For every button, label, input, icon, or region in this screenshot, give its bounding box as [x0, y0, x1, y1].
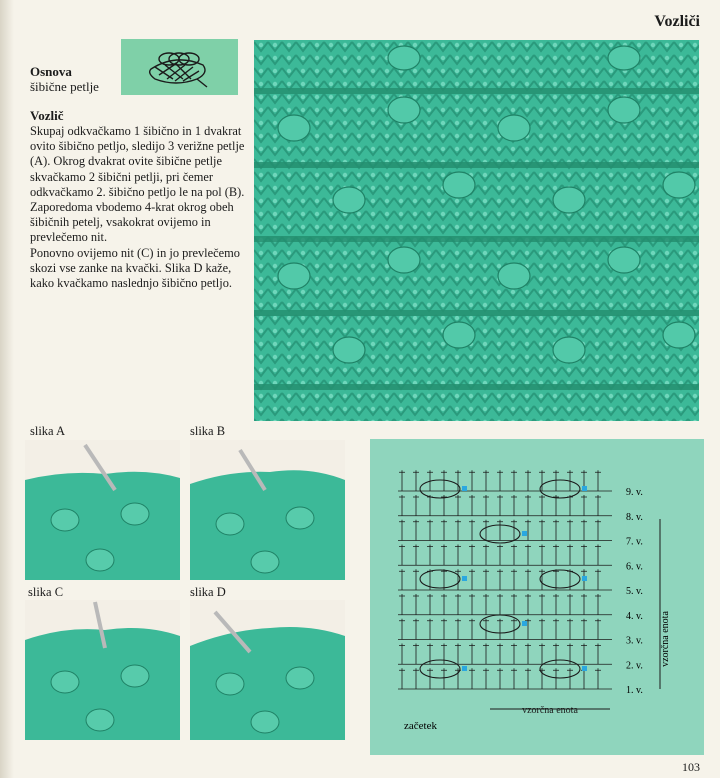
- stitch-symbol: [539, 644, 545, 665]
- stitch-symbol: [497, 470, 503, 491]
- crochet-step-image: [25, 600, 180, 740]
- stitch-symbol: [539, 668, 545, 689]
- stitch-symbol: [413, 594, 419, 615]
- osnova-text: šibične petlje: [30, 79, 99, 94]
- bobble-cluster: [420, 660, 460, 678]
- stitch-symbol: [553, 668, 559, 689]
- stitch-symbol: [595, 619, 601, 640]
- stitch-symbol: [441, 594, 447, 615]
- stitch-symbol: [469, 594, 475, 615]
- stitch-symbol: [567, 520, 573, 541]
- stitch-symbol: [427, 495, 433, 516]
- stitch-symbol: [511, 569, 517, 590]
- bobble-cluster: [540, 660, 580, 678]
- stitch-symbol: [483, 668, 489, 689]
- stitch-symbol: [497, 668, 503, 689]
- horizontal-unit-label: vzorčna enota: [522, 705, 578, 716]
- stitch-symbol: [455, 594, 461, 615]
- stitch-symbol: [581, 594, 587, 615]
- crochet-step-image: [190, 600, 345, 740]
- stitch-symbol: [469, 668, 475, 689]
- stitch-symbol: [525, 569, 531, 590]
- stitch-symbol: [469, 619, 475, 640]
- stitch-symbol: [427, 520, 433, 541]
- stitch-symbol: [399, 470, 405, 491]
- row-label: 2. v.: [626, 660, 643, 672]
- figure-photo-b: [190, 440, 345, 580]
- stitch-symbol: [595, 594, 601, 615]
- stitch-symbol: [539, 520, 545, 541]
- stitch-symbol: [455, 668, 461, 689]
- stitch-symbol: [441, 619, 447, 640]
- stitch-symbol: [483, 470, 489, 491]
- row-label: 7. v.: [626, 536, 643, 548]
- stitch-symbol: [595, 545, 601, 566]
- stitch-symbol: [455, 520, 461, 541]
- stitch-symbol: [413, 668, 419, 689]
- crochet-fabric-image: [254, 40, 699, 421]
- stitch-symbol: [497, 619, 503, 640]
- figure-photo-c: [25, 600, 180, 740]
- stitch-symbol: [567, 495, 573, 516]
- stitch-symbol: [581, 619, 587, 640]
- stitch-symbol: [581, 644, 587, 665]
- stitch-symbol: [399, 619, 405, 640]
- stitch-symbol: [413, 545, 419, 566]
- stitch-symbol: [539, 545, 545, 566]
- stitch-symbol: [441, 520, 447, 541]
- stitch-symbol: [581, 495, 587, 516]
- stitch-symbol: [511, 545, 517, 566]
- stitch-symbol: [413, 619, 419, 640]
- stitch-symbol: [483, 569, 489, 590]
- stitch-chart: [370, 439, 704, 755]
- bobble-stitch-symbol: [121, 39, 238, 95]
- stitch-symbol: [399, 668, 405, 689]
- stitch-symbol: [525, 594, 531, 615]
- stitch-symbol: [567, 594, 573, 615]
- stitch-symbol: [581, 545, 587, 566]
- stitch-symbol: [469, 644, 475, 665]
- stitch-symbol: [483, 495, 489, 516]
- stitch-symbol: [483, 520, 489, 541]
- row-label: 5. v.: [626, 586, 643, 597]
- stitch-symbol: [553, 520, 559, 541]
- stitch-symbol: [469, 470, 475, 491]
- bobble-cluster: [420, 480, 460, 498]
- stitch-symbol: [455, 495, 461, 516]
- stitch-symbol: [511, 470, 517, 491]
- crochet-step-image: [25, 440, 180, 580]
- stitch-symbol: [539, 594, 545, 615]
- page-binding-shadow: [0, 0, 14, 778]
- stitch-symbol: [497, 644, 503, 665]
- stitch-symbol: [511, 668, 517, 689]
- start-marker: [522, 531, 527, 536]
- stitch-symbol: [469, 495, 475, 516]
- stitch-symbol: [413, 569, 419, 590]
- stitch-symbol: [553, 619, 559, 640]
- vertical-unit-label: vzorčna enota: [660, 611, 671, 667]
- stitch-symbol: [497, 594, 503, 615]
- stitch-symbol: [553, 545, 559, 566]
- stitch-symbol: [427, 545, 433, 566]
- start-marker: [462, 486, 467, 491]
- stitch-symbol: [539, 495, 545, 516]
- figure-photo-d: [190, 600, 345, 740]
- stitch-symbol: [525, 470, 531, 491]
- row-label: 6. v.: [626, 561, 643, 573]
- start-marker: [462, 576, 467, 581]
- stitch-symbol: [413, 495, 419, 516]
- stitch-symbol: [469, 569, 475, 590]
- start-label: začetek: [404, 720, 437, 732]
- stitch-symbol: [595, 470, 601, 491]
- stitch-symbol: [525, 495, 531, 516]
- bobble-cluster: [540, 570, 580, 588]
- row-label: 4. v.: [626, 610, 643, 622]
- stitch-symbol: [567, 545, 573, 566]
- figure-photo-a: [25, 440, 180, 580]
- start-marker: [582, 666, 587, 671]
- stitch-symbol: [427, 594, 433, 615]
- stitch-symbol: [469, 520, 475, 541]
- stitch-symbol: [511, 520, 517, 541]
- stitch-symbol: [497, 545, 503, 566]
- instructions-paragraph: Skupaj odkvačkamo 1 šibično in 1 dvakrat ovito šibično petljo, sledijo 3 verižne petlje (A). Okrog dvakrat ovite šibične petlje skvačkamo 2 šibični petlji, pri čemer odkvačkamo 2. šibično petljo le na pol (B). Zaporedoma vbodemo 4-krat okrog obeh šibičnih petelj, vsakokrat ovijemo in prevlečemo nit.: [30, 124, 245, 245]
- stitch-symbol: [441, 668, 447, 689]
- row-label: 1. v.: [626, 685, 643, 696]
- stitch-symbol: [399, 495, 405, 516]
- stitch-symbol: [553, 594, 559, 615]
- bobble-cluster: [540, 480, 580, 498]
- bobble-cluster: [420, 570, 460, 588]
- stitch-symbol: [399, 520, 405, 541]
- stitch-symbol: [595, 569, 601, 590]
- stitch-symbol: [399, 545, 405, 566]
- chart-grid: [398, 470, 612, 689]
- stitch-symbol: [455, 619, 461, 640]
- stitch-symbol: [525, 644, 531, 665]
- figure-label-d: slika D: [190, 585, 226, 599]
- crochet-step-image: [190, 440, 345, 580]
- instructions-text: [30, 124, 252, 291]
- main-fabric-photo: [254, 40, 699, 421]
- stitch-symbol-swatch: [121, 39, 238, 95]
- row-labels: [626, 487, 643, 696]
- stitch-symbol: [525, 520, 531, 541]
- start-marker: [582, 486, 587, 491]
- stitch-symbol: [413, 644, 419, 665]
- stitch-symbol: [595, 668, 601, 689]
- stitch-symbol: [525, 668, 531, 689]
- stitch-symbol: [553, 644, 559, 665]
- section-title: Vozlič: [30, 108, 64, 123]
- row-label: 9. v.: [626, 487, 643, 498]
- stitch-symbol: [539, 619, 545, 640]
- stitch-symbol: [525, 545, 531, 566]
- stitch-symbol: [483, 644, 489, 665]
- figure-label-b: slika B: [190, 424, 226, 438]
- figure-label-a: slika A: [30, 424, 66, 438]
- stitch-symbol: [567, 619, 573, 640]
- stitch-symbol: [413, 520, 419, 541]
- stitch-symbol: [441, 545, 447, 566]
- stitch-symbol: [567, 668, 573, 689]
- stitch-symbol: [511, 594, 517, 615]
- stitch-symbol: [497, 520, 503, 541]
- page-title: Vozliči: [654, 13, 700, 30]
- page-number: 103: [682, 760, 700, 774]
- instructions-paragraph: Ponovno ovijemo nit (C) in jo prevlečemo skozi vse zanke na kvački. Slika D kaže, kako kvačkamo naslednjo šibično petljo.: [30, 245, 240, 291]
- stitch-symbol: [483, 594, 489, 615]
- stitch-symbol: [497, 495, 503, 516]
- stitch-symbol: [483, 545, 489, 566]
- figure-label-c: slika C: [28, 585, 64, 599]
- stitch-symbol: [455, 545, 461, 566]
- stitch-symbol: [553, 569, 559, 590]
- stitch-symbol: [469, 545, 475, 566]
- stitch-symbol: [441, 569, 447, 590]
- start-marker: [582, 576, 587, 581]
- stitch-symbol: [399, 569, 405, 590]
- stitch-symbol: [399, 594, 405, 615]
- stitch-symbol: [399, 644, 405, 665]
- stitch-symbol: [497, 569, 503, 590]
- stitch-symbol: [511, 644, 517, 665]
- start-marker: [522, 621, 527, 626]
- row-label: 3. v.: [626, 635, 643, 647]
- stitch-symbol: [595, 495, 601, 516]
- stitch-symbol: [595, 520, 601, 541]
- stitch-symbol: [581, 520, 587, 541]
- stitch-symbol: [595, 644, 601, 665]
- stitch-chart-diagram: [370, 439, 704, 755]
- stitch-symbol: [511, 495, 517, 516]
- osnova-title: Osnova: [30, 64, 72, 79]
- stitch-symbol: [413, 470, 419, 491]
- start-marker: [462, 666, 467, 671]
- row-label: 8. v.: [626, 511, 643, 523]
- stitch-symbol: [427, 668, 433, 689]
- stitch-symbol: [427, 619, 433, 640]
- stitch-symbol: [455, 644, 461, 665]
- stitch-symbol: [441, 644, 447, 665]
- stitch-symbol: [581, 668, 587, 689]
